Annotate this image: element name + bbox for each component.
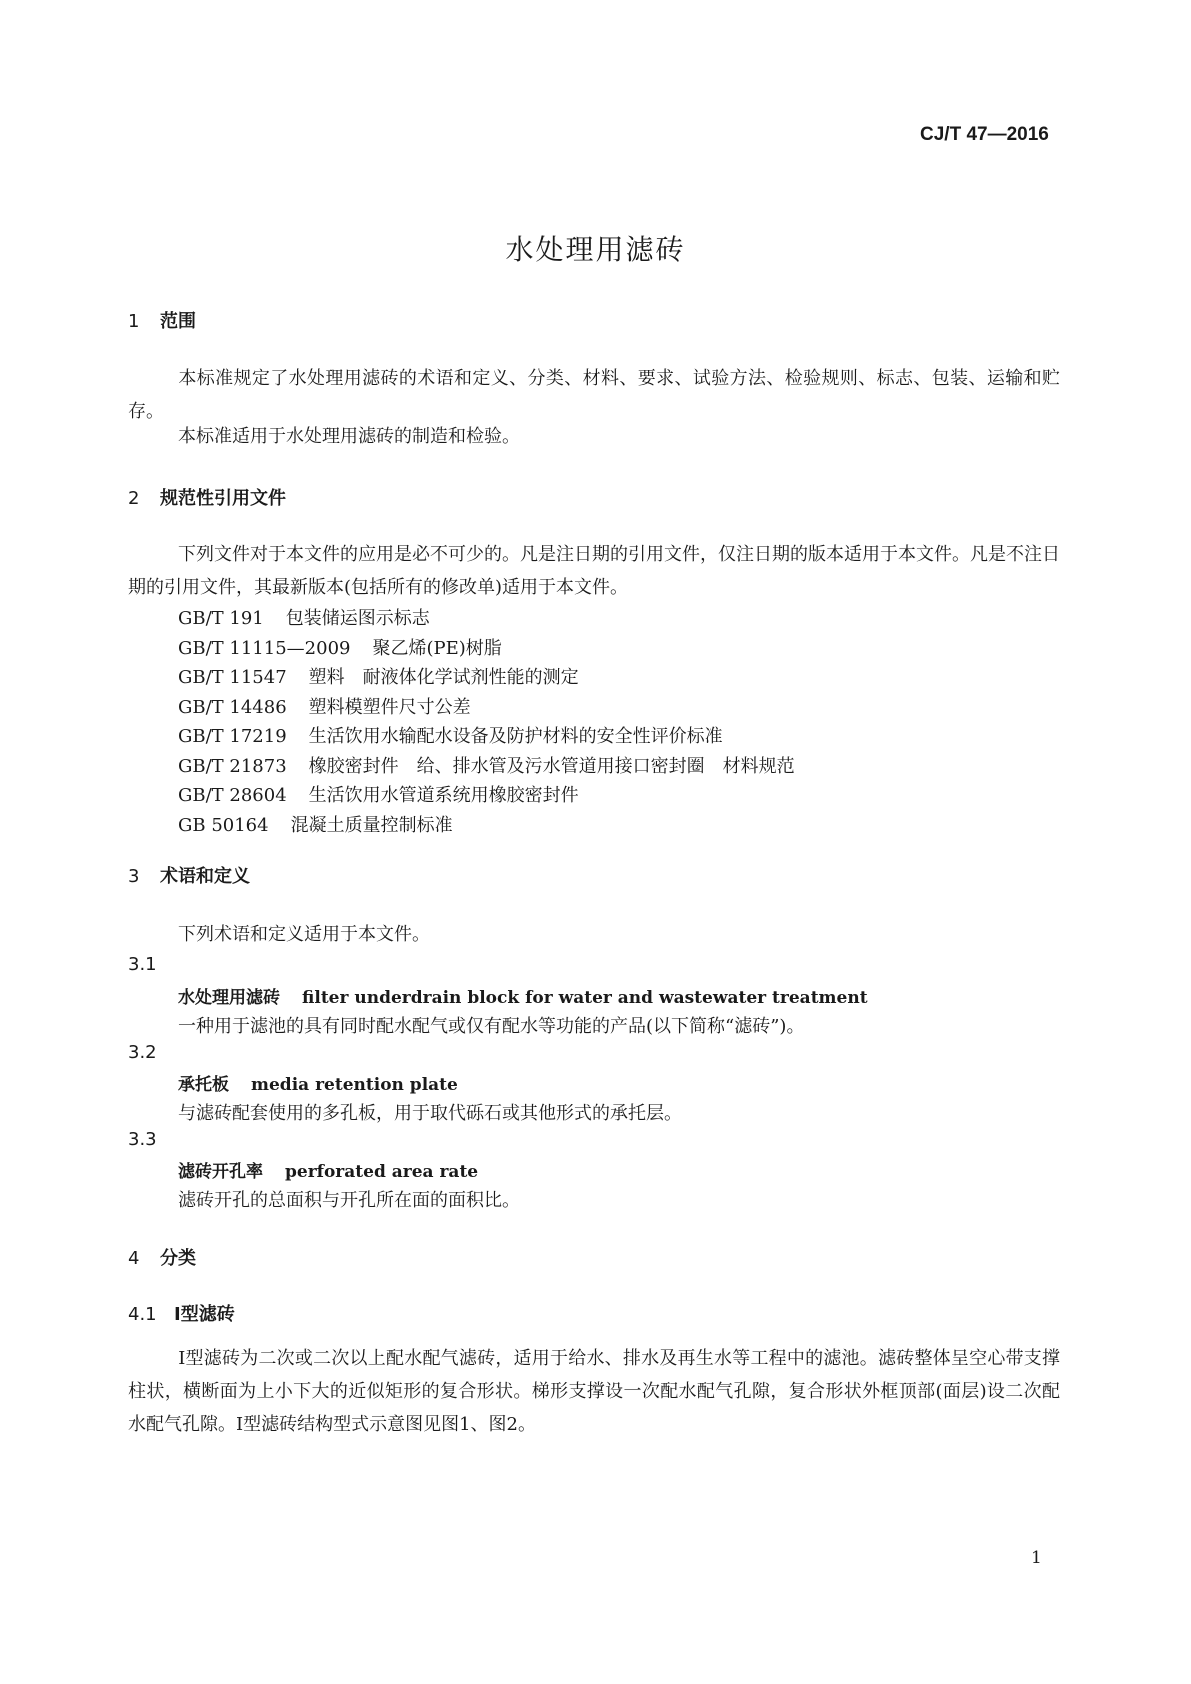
reference-code: GB/T 17219 — [178, 726, 287, 747]
term-definition: 滤砖开孔的总面积与开孔所在面的面积比。 — [178, 1190, 520, 1211]
page-number: 1 — [1031, 1548, 1042, 1568]
subsection-4-1-heading — [128, 1300, 235, 1326]
term-number: 3.3 — [128, 1129, 157, 1150]
reference-title: 聚乙烯(PE)树脂 — [372, 638, 502, 659]
section-title: 规范性引用文件 — [160, 488, 286, 509]
paragraph-text: 本标准适用于水处理用滤砖的制造和检验。 — [178, 426, 520, 447]
section-1-paragraph-1 — [128, 362, 1060, 428]
section-1-paragraph-2 — [128, 420, 1060, 453]
reference-code: GB/T 14486 — [178, 697, 287, 718]
section-1-heading — [128, 307, 196, 333]
reference-code: GB/T 21873 — [178, 756, 287, 777]
section-2-intro — [128, 538, 1060, 604]
term-definition: 与滤砖配套使用的多孔板，用于取代砾石或其他形式的承托层。 — [178, 1103, 682, 1124]
paragraph-text: Ⅰ型滤砖为二次或二次以上配水配气滤砖，适用于给水、排水及再生水等工程中的滤池。滤砖整体呈空心带支撑柱状，横断面为上小下大的近似矩形的复合形状。梯形支撑设一次配水配气孔隙，复合形状外框顶部(面层)设二次配水配气孔隙。Ⅰ型滤砖结构型式示意图见图1、图2。 — [128, 1348, 1060, 1435]
reference-title: 生活饮用水管道系统用橡胶密封件 — [308, 785, 579, 806]
term-number: 3.1 — [128, 954, 157, 975]
standard-code: CJ/T 47—2016 — [920, 124, 1049, 145]
subsection-number: 4.1 — [128, 1304, 157, 1325]
section-3-intro: 下列术语和定义适用于本文件。 — [178, 924, 430, 945]
section-number: 2 — [128, 488, 140, 509]
paragraph-text: 本标准规定了水处理用滤砖的术语和定义、分类、材料、要求、试验方法、检验规则、标志、包装、运输和贮存。 — [128, 368, 1060, 422]
reference-code: GB/T 191 — [178, 608, 264, 629]
term-chinese: 水处理用滤砖 — [178, 988, 280, 1008]
section-number: 3 — [128, 866, 140, 887]
reference-title: 包装储运图示标志 — [285, 608, 430, 629]
term-english: media retention plate — [251, 1075, 458, 1095]
term-chinese: 承托板 — [178, 1075, 229, 1095]
reference-item — [178, 693, 471, 719]
reference-title: 混凝土质量控制标准 — [290, 815, 453, 836]
section-4-paragraph-1 — [128, 1342, 1060, 1441]
reference-item — [178, 722, 723, 748]
reference-title: 塑料 耐液体化学试剂性能的测定 — [308, 667, 579, 688]
section-3-heading — [128, 862, 250, 888]
reference-item — [178, 781, 579, 807]
term-number: 3.2 — [128, 1042, 157, 1063]
paragraph-text: 下列文件对于本文件的应用是必不可少的。凡是注日期的引用文件，仅注日期的版本适用于本文件。凡是不注日期的引用文件，其最新版本(包括所有的修改单)适用于本文件。 — [128, 544, 1060, 598]
reference-item — [178, 663, 579, 689]
section-2-heading — [128, 484, 286, 510]
term-english: filter underdrain block for water and wastewater treatment — [302, 988, 868, 1008]
term-heading — [178, 1070, 458, 1095]
section-number: 4 — [128, 1248, 140, 1269]
reference-code: GB/T 11547 — [178, 667, 287, 688]
term-heading — [178, 1157, 478, 1182]
term-heading — [178, 983, 868, 1008]
reference-item — [178, 634, 502, 660]
section-number: 1 — [128, 311, 140, 332]
term-definition: 一种用于滤池的具有同时配水配气或仅有配水等功能的产品(以下简称“滤砖”)。 — [178, 1016, 805, 1037]
section-title: 分类 — [160, 1248, 196, 1269]
reference-code: GB/T 28604 — [178, 785, 287, 806]
term-english: perforated area rate — [285, 1162, 479, 1182]
term-chinese: 滤砖开孔率 — [178, 1162, 263, 1182]
reference-title: 生活饮用水输配水设备及防护材料的安全性评价标准 — [308, 726, 723, 747]
reference-code: GB 50164 — [178, 815, 269, 836]
reference-item — [178, 752, 795, 778]
document-title: 水处理用滤砖 — [505, 233, 686, 266]
reference-title: 橡胶密封件 给、排水管及污水管道用接口密封圈 材料规范 — [308, 756, 795, 777]
reference-item — [178, 604, 430, 630]
section-4-heading — [128, 1244, 196, 1270]
section-title: 术语和定义 — [160, 866, 250, 887]
reference-item — [178, 811, 453, 837]
subsection-title: Ⅰ型滤砖 — [174, 1304, 235, 1325]
reference-title: 塑料模塑件尺寸公差 — [308, 697, 471, 718]
section-title: 范围 — [160, 311, 196, 332]
reference-code: GB/T 11115—2009 — [178, 638, 351, 659]
